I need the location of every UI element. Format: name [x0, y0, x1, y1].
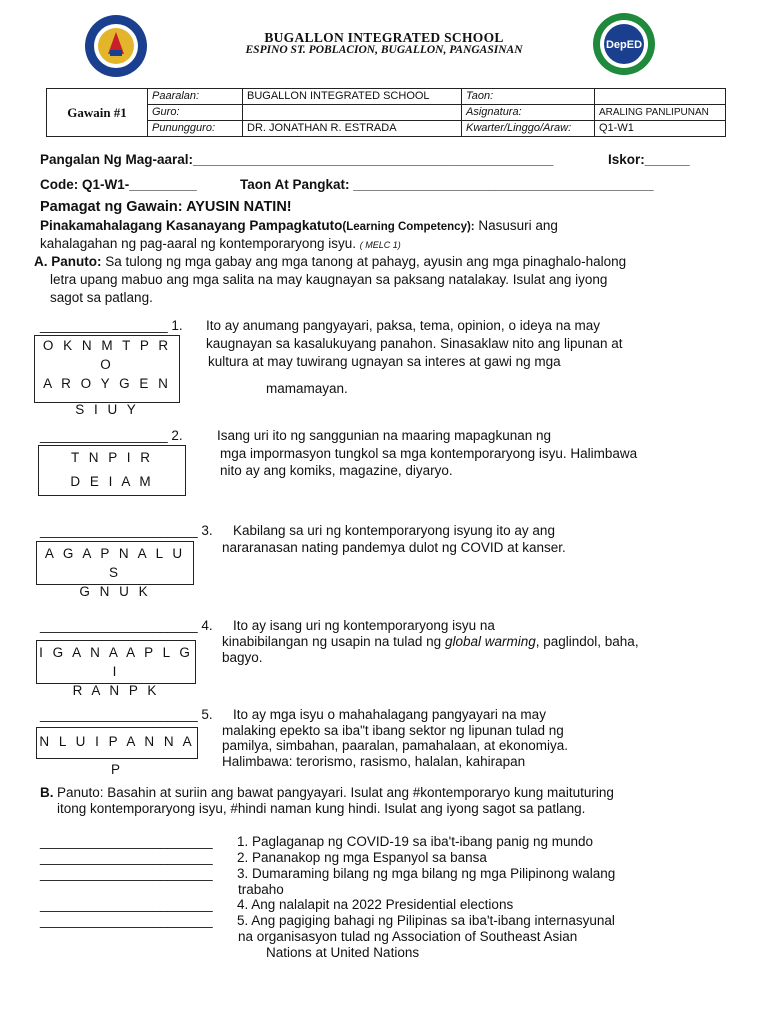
item-4-box-line: I G A N A A P L G I: [39, 645, 193, 679]
competency-line-1: [40, 217, 558, 236]
item-4-emphasis: global warming: [444, 634, 536, 649]
part-b-item-cont: trabaho: [238, 882, 284, 897]
part-b-item: 1. Paglaganap ng COVID-19 sa iba't-ibang panig ng mundo: [237, 834, 594, 849]
item-1-text: mamamayan.: [266, 381, 348, 396]
item-3-text: Kabilang sa uri ng kontemporaryong isyung ito ay ang: [233, 523, 555, 538]
gawain-label: Gawain #1: [47, 89, 148, 137]
item-3-box-line: G N U K: [79, 584, 151, 599]
part-b-item-cont: Nations at United Nations: [266, 945, 420, 960]
part-b-item: 2. Pananakop ng mga Espanyol sa bansa: [237, 850, 487, 865]
item-4-text: bagyo.: [222, 650, 263, 665]
school-address: ESPINO ST. POBLACION, BUGALLON, PANGASINAN: [245, 44, 523, 56]
item-4-text: , paglindol, baha,: [535, 634, 639, 649]
part-a-line-1: [34, 253, 626, 270]
item-4-text: kinabibilangan ng usapin na tulad ng: [222, 634, 445, 649]
item-5-text: malaking epekto sa iba"t ibang sektor ng lipunan tulad ng: [222, 723, 564, 738]
part-b-blank: _______________________: [40, 834, 213, 849]
activity-title: Pamagat ng Gawain: AYUSIN NATIN!: [40, 199, 292, 215]
item-2-text: nito ay ang komiks, magazine, diyaryo.: [220, 463, 453, 478]
melc-label: ( MELC 1): [359, 240, 401, 250]
item-1-scrambled-box: [34, 335, 180, 417]
kwarter-label: Kwarter/Linggo/Araw:: [462, 121, 595, 137]
part-b-blank: _______________________: [40, 913, 213, 928]
item-3-blank: _____________________ 3.: [40, 523, 213, 538]
competency-text-2: kahalagahan ng pag-aaral ng kontemporaryong isyu.: [40, 236, 356, 251]
part-a-instruction-1: Sa tulong ng mga gabay ang mga tanong at pahayg, ayusin ang mga pinaghalo-halong: [101, 254, 627, 269]
item-4-text-line-2: [222, 633, 639, 650]
item-5-box-line: N L U I P A N N A P: [39, 734, 195, 777]
paaralan-label: Paaralan:: [148, 89, 243, 105]
item-1-box-line: O K N M T P R O: [42, 338, 172, 372]
item-5-blank: _____________________ 5.: [40, 707, 213, 722]
item-2-box-line: T N P I R: [70, 450, 153, 465]
asignatura-label: Asignatura:: [462, 105, 595, 121]
part-b-item-cont: na organisasyon tulad ng Association of Southeast Asian: [238, 929, 578, 944]
taon-label: Taon:: [462, 89, 595, 105]
item-2-scrambled-box: [38, 445, 186, 496]
school-name: BUGALLON INTEGRATED SCHOOL: [264, 30, 504, 45]
code-field: Code: Q1-W1-_________: [40, 177, 197, 192]
guro-value: [243, 105, 462, 121]
item-2-text: Isang uri ito ng sanggunian na maaring mapagkunan ng: [217, 428, 551, 443]
item-3-text: nararanasan nating pandemya dulot ng COVID at kanser.: [222, 540, 566, 555]
part-b-item: 4. Ang nalalapit na 2022 Presidential elections: [237, 897, 514, 912]
part-b-instruction-1: Panuto: Basahin at suriin ang bawat pangyayari. Isulat ang #kontemporaryo kung maituturing: [57, 785, 614, 800]
guro-label: Guro:: [148, 105, 243, 121]
taon-value: [595, 89, 726, 105]
item-3-box-line: A G A P N A L U S: [44, 546, 186, 580]
part-b-item: 3. Dumaraming bilang ng mga bilang ng mga Pilipinong walang: [237, 866, 616, 881]
student-name-field: Pangalan Ng Mag-aaral:________________________________________________: [40, 152, 554, 167]
item-4-box-line: R A N P K: [72, 683, 160, 698]
part-b-blank: _______________________: [40, 866, 213, 881]
asignatura-value: ARALING PANLIPUNAN: [595, 105, 726, 121]
punungguro-value: DR. JONATHAN R. ESTRADA: [243, 121, 462, 137]
item-4-text: Ito ay isang uri ng kontemporaryong isyu na: [233, 618, 495, 633]
competency-text-1: Nasusuri ang: [474, 218, 558, 233]
part-a-instruction-3: sagot sa patlang.: [50, 290, 153, 305]
part-b-letter: B.: [40, 785, 54, 800]
item-1-text: kaugnayan sa kasalukuyang panahon. Sinasaklaw nito ang lipunan at: [206, 336, 623, 351]
item-1-text: Ito ay anumang pangyayari, paksa, tema, opinion, o ideya na may: [206, 318, 600, 333]
part-b-blank: _______________________: [40, 897, 213, 912]
item-4-scrambled-box: [36, 640, 196, 698]
paaralan-value: BUGALLON INTEGRATED SCHOOL: [243, 89, 462, 105]
item-2-box-line: D E I A M: [70, 474, 154, 489]
score-field: Iskor:______: [608, 152, 690, 167]
competency-line-2: [40, 235, 401, 254]
item-5-text: Ito ay mga isyu o mahahalagang pangyayari na may: [233, 707, 546, 722]
competency-label: Pinakamahalagang Kasanayang Pampagkatuto: [40, 218, 343, 233]
part-a-instruction-2: letra upang mabuo ang mga salita na may kaugnayan sa paksang natalakay. Isulat ang iyong: [50, 272, 608, 287]
item-1-box-line: A R O Y G E N: [43, 376, 171, 391]
svg-text:DepED: DepED: [605, 39, 643, 51]
item-5-scrambled-box: [36, 727, 198, 777]
item-5-text: Halimbawa: terorismo, rasismo, halalan, kahirapan: [222, 754, 526, 769]
item-1-text: kultura at may tuwirang ugnayan sa interes at gawi ng mga: [208, 354, 561, 369]
item-2-blank: _________________ 2.: [40, 428, 183, 443]
item-4-blank: _____________________ 4.: [40, 618, 213, 633]
punungguro-label: Punungguro:: [148, 121, 243, 137]
info-table: [46, 88, 726, 137]
part-a-panuto: Panuto:: [51, 254, 102, 269]
item-1-box-line: S I U Y: [75, 402, 139, 417]
item-2-text: mga impormasyon tungkol sa mga kontemporaryong isyu. Halimbawa: [220, 446, 638, 461]
item-3-scrambled-box: [36, 541, 194, 599]
item-5-text: pamilya, simbahan, paaralan, pamahalaan, at ekonomiya.: [222, 738, 568, 753]
part-b-blank: _______________________: [40, 850, 213, 865]
part-b-item: 5. Ang pagiging bahagi ng Pilipinas sa iba't-ibang internasyunal: [237, 913, 615, 928]
year-section-field: Taon At Pangkat: ________________________________________: [240, 177, 654, 192]
kwarter-value: Q1-W1: [595, 121, 726, 137]
item-1-blank: _________________ 1.: [40, 318, 183, 333]
part-b-instruction-2: itong kontemporaryong isyu, #hindi naman kung hindi. Isulat ang iyong sagot sa patlang.: [57, 801, 586, 816]
part-a-letter: A.: [34, 254, 48, 269]
competency-paren: (Learning Competency):: [342, 221, 475, 233]
